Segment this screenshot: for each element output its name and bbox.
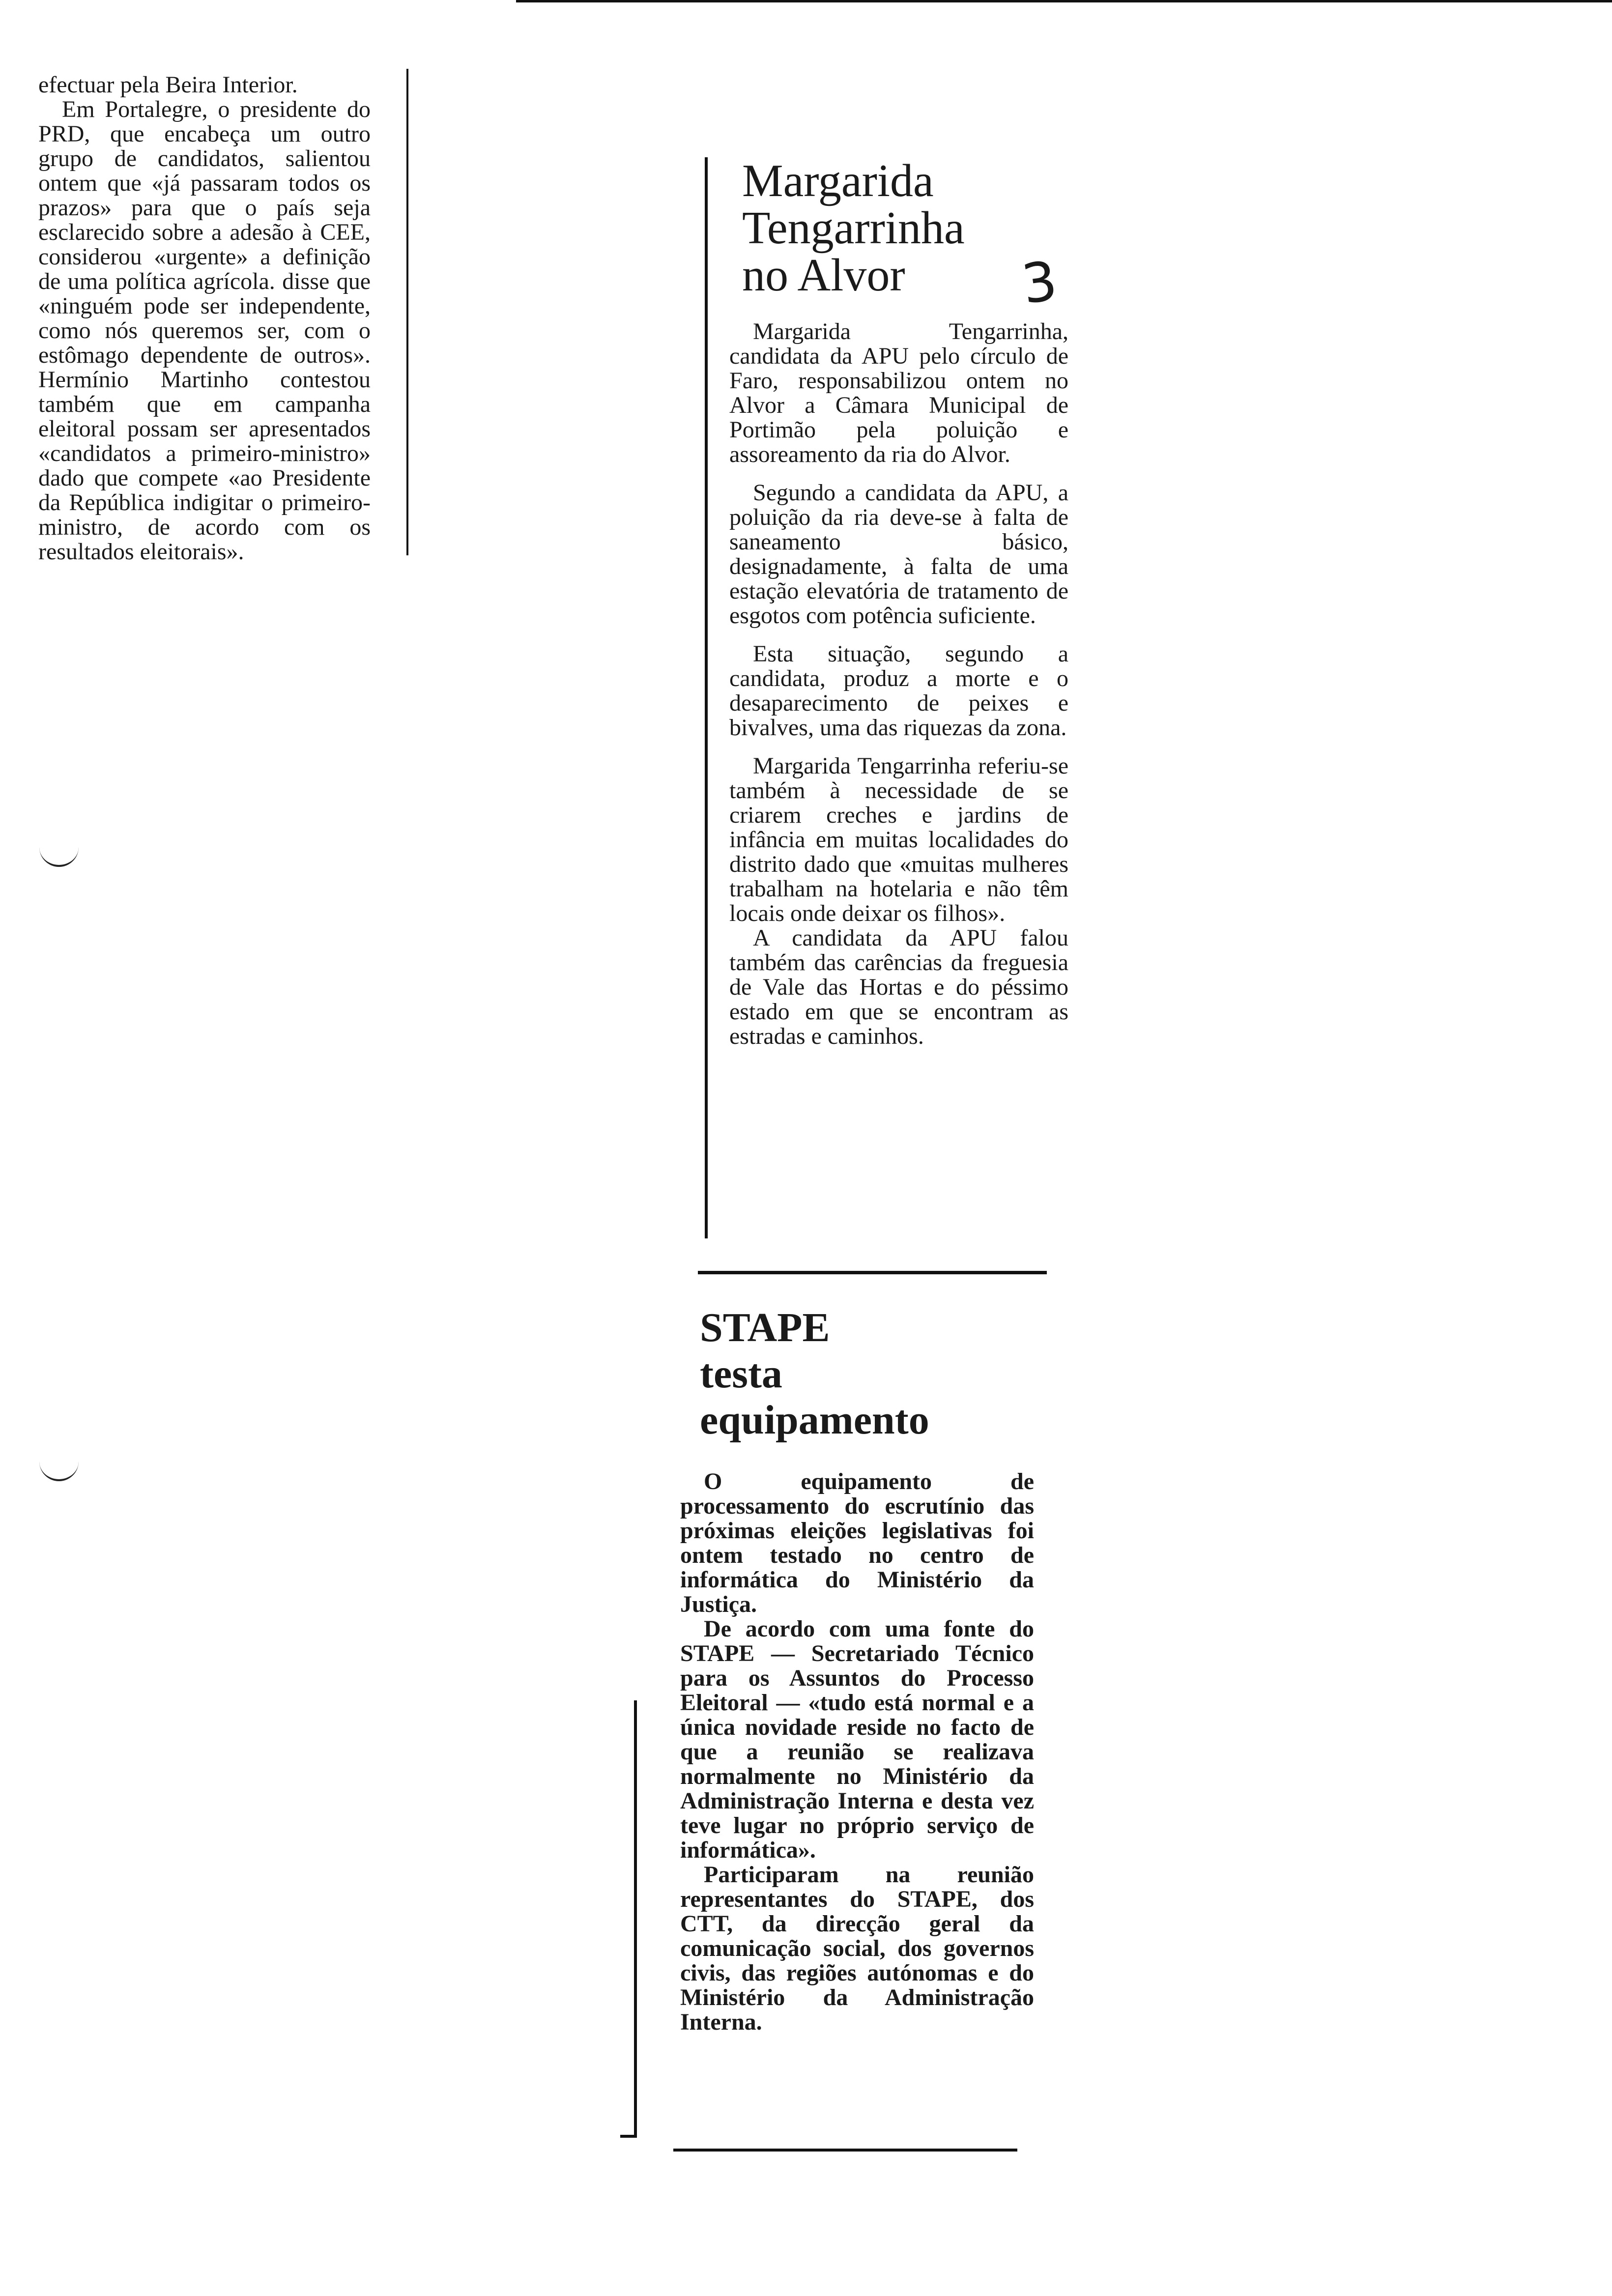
alvor-body xyxy=(729,319,1068,1049)
alvor-headline-line-1: Margarida xyxy=(742,155,934,206)
alvor-paragraph-2: Segundo a candidata da APU, a poluição da ria deve-se à falta de saneamento básico, designadamente, à falta de uma estação elevatória de tratamento de esgotos com potência suficiente. xyxy=(729,480,1068,629)
stape-headline-line-3: equipamento xyxy=(700,1397,929,1443)
stape-bottom-rule xyxy=(673,2149,1017,2152)
alvor-paragraph-5: A candidata da APU falou também das carências da freguesia de Vale das Hortas e do péssimo estado em que se encontram as estradas e caminhos. xyxy=(729,925,1068,1049)
alvor-headline-line-2: Tengarrinha xyxy=(742,202,965,254)
article-separator-rule xyxy=(698,1271,1047,1274)
alvor-paragraph-4: Margarida Tengarrinha referiu-se também à necessidade de se criarem creches e jardins de infância em muitas localidades do distrito dado que «muitas mulheres trabalham na hotelaria e não têm locais onde deixar os filhos». xyxy=(729,753,1068,926)
margin-mark-top xyxy=(39,835,79,867)
stape-paragraph-3: Participaram na reunião representantes do STAPE, dos CTT, da direcção geral da comunicação social, dos governos civis, das regiões autónomas e do Ministério da Administração Interna. xyxy=(680,1862,1034,2035)
stape-paragraph-1: O equipamento de processamento do escrutínio das próximas eleições legislativas foi ontem testado no centro de informática do Ministério da Justiça. xyxy=(680,1468,1034,1617)
left-column-rule xyxy=(406,69,408,555)
alvor-paragraph-3: Esta situação, segundo a candidata, produz a morte e o desaparecimento de peixes e bivalves, uma das riquezas da zona. xyxy=(729,641,1068,741)
handwritten-mark: 3 xyxy=(1018,249,1061,316)
alvor-headline-line-3: no Alvor xyxy=(742,250,905,301)
stape-paragraph-2: De acordo com uma fonte do STAPE — Secretariado Técnico para os Assuntos do Processo Eleitoral — «tudo está normal e a única novidade reside no facto de que a reunião se realizava normalmente no Ministério da Administração Interna e desta vez teve lugar no próprio serviço de informática». xyxy=(680,1616,1034,1863)
stape-headline xyxy=(700,1305,1054,1443)
left-column xyxy=(38,73,371,564)
clipping-top-edge xyxy=(516,0,1612,2)
stape-corner-tick xyxy=(620,2135,637,2138)
alvor-paragraph-1: Margarida Tengarrinha, candidata da APU pelo círculo de Faro, responsabilizou ontem no Alvor a Câmara Municipal de Portimão pela poluição e assoreamento da ria do Alvor. xyxy=(729,318,1068,467)
margin-mark-bottom xyxy=(39,1455,79,1481)
left-paragraph-2: Em Portalegre, o presidente do PRD, que encabeça um outro grupo de candidatos, salientou ontem que «já passaram todos os prazos» para que o país seja esclarecido sobre a adesão à CEE, considerou «urgente» a definição de uma política agrícola. disse que «ninguém pode ser independente, como nós queremos ser, com o estômago dependente de outros». Hermínio Martinho contestou também que em campanha eleitoral possam ser apresentados «candidatos a primeiro-ministro» dado que compete «ao Presidente da República indigitar o primeiro-ministro, de acordo com os resultados eleitorais». xyxy=(38,96,371,565)
stape-headline-line-1: STAPE xyxy=(700,1305,830,1350)
left-paragraph-1: efectuar pela Beira Interior. xyxy=(38,72,298,98)
stape-body xyxy=(680,1469,1034,2035)
stape-headline-line-2: testa xyxy=(700,1351,782,1397)
alvor-vertical-rule xyxy=(705,157,708,1238)
stape-vertical-rule xyxy=(634,1700,637,2138)
